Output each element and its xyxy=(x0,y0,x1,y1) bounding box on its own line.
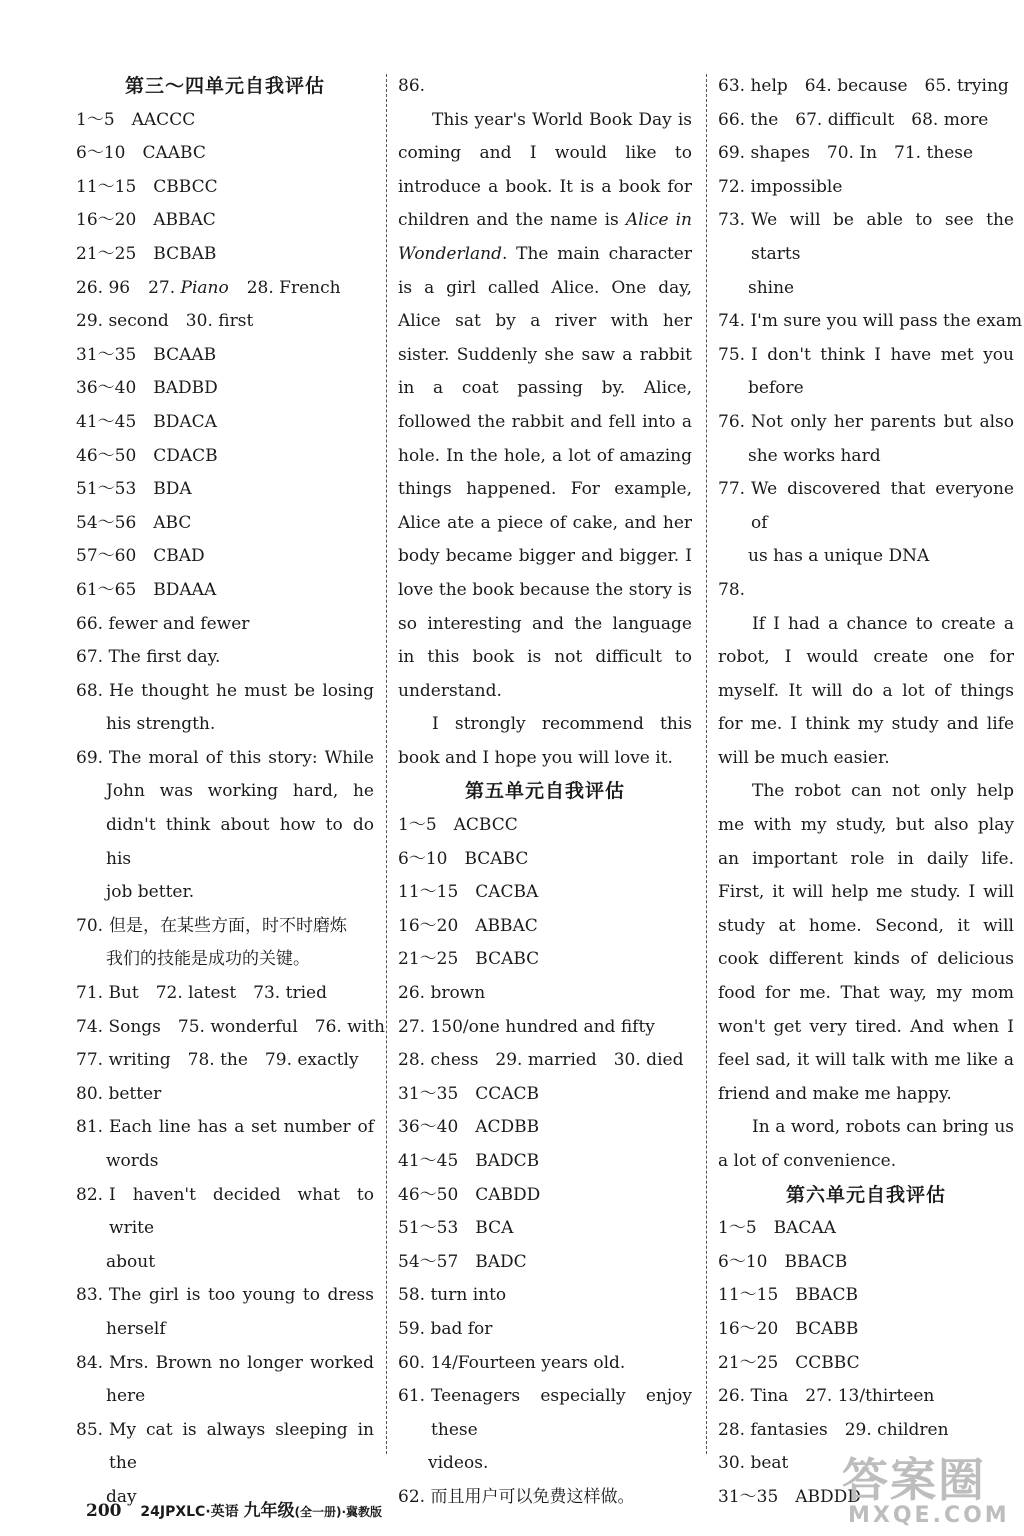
answer-77-cont: us has a unique DNA xyxy=(748,546,930,567)
answer-line: 69. shapes 70. In 71. these xyxy=(718,143,974,164)
answer-line: 80. better xyxy=(76,1083,162,1104)
answer-84: 84. Mrs. Brown no longer worked xyxy=(76,1352,374,1373)
answer-line: 1～5 AACCC xyxy=(76,109,196,130)
grade-label: 九年级 xyxy=(243,1501,295,1521)
answer-line: 31～35 CCACB xyxy=(398,1083,540,1104)
answer-line: 41～45 BDACA xyxy=(76,411,217,432)
answer-line: 31～35 ABDDD xyxy=(718,1486,861,1507)
essay-78-paragraph-2: The robot can not only help me with my study, but also play an important role in daily life. First, it will help me study. I will study at home. Second, it will cook different kinds of delicious food for me. That way, my mom won't get very tired. And when I feel sad, it will talk with me like a friend and make me happy. xyxy=(718,781,1014,1104)
column-divider-left xyxy=(386,74,387,1454)
section-heading-unit-5: 第五单元自我评估 xyxy=(464,780,625,803)
answer-line: 62. 而且用户可以免费这样做。 xyxy=(398,1486,635,1507)
answer-line: 46～50 CDACB xyxy=(76,445,218,466)
answer-line: 16～20 BCABB xyxy=(718,1318,859,1339)
answer-line: 36～40 BADBD xyxy=(76,378,218,399)
answer-26: 26. 96 xyxy=(76,277,131,298)
answer-line: 6～10 CAABC xyxy=(76,143,206,164)
essay-78-paragraph-3: In a word, robots can bring us a lot of convenience. xyxy=(718,1117,1014,1171)
answer-line: 11～15 BBACB xyxy=(718,1285,859,1306)
watermark-cn: 答案圈 xyxy=(842,1453,986,1507)
answer-line: 30. beat xyxy=(718,1453,789,1474)
answer-line: 1～5 BACAA xyxy=(718,1218,836,1239)
book-code: 24JPXLC·英语 xyxy=(140,1504,239,1520)
section-heading-units-3-4: 第三～四单元自我评估 xyxy=(124,75,325,97)
answer-line: 26. Tina 27. 13/thirteen xyxy=(718,1386,935,1407)
answer-69: 69. The moral of this story: While xyxy=(76,747,374,768)
answer-78-label: 78. xyxy=(718,579,746,600)
answer-77: 77. We discovered that everyone of xyxy=(718,479,1014,533)
answer-line: 28. fantasies 29. children xyxy=(718,1419,949,1440)
answer-73-cont: shine xyxy=(748,277,795,298)
answer-68: 68. He thought he must be losing xyxy=(76,680,374,701)
answer-line: 31～35 BCAAB xyxy=(76,344,217,365)
answer-line: 66. the 67. difficult 68. more xyxy=(718,109,989,130)
answer-line: 59. bad for xyxy=(398,1318,493,1339)
answer-line: 63. help 64. because 65. trying xyxy=(718,76,1009,96)
answer-83-cont: herself xyxy=(106,1318,166,1339)
answer-73: 73. We will be able to see the starts xyxy=(718,210,1014,264)
answer-line: 51～53 BCA xyxy=(398,1218,514,1239)
answer-27-num: 27. xyxy=(148,277,176,298)
answer-line: 54～57 BADC xyxy=(398,1251,527,1272)
answer-85-cont: day xyxy=(106,1486,137,1507)
answer-line: 51～53 BDA xyxy=(76,479,192,500)
answer-line: 28. chess 29. married 30. died xyxy=(398,1050,684,1071)
answer-69-cont: John was working hard, he xyxy=(106,781,374,802)
answer-line: 16～20 ABBAC xyxy=(398,915,538,936)
column-2 xyxy=(398,70,692,1515)
answer-line: 6～10 BBACB xyxy=(718,1251,848,1272)
answer-line: 36～40 ACDBB xyxy=(398,1117,540,1138)
answer-75: 75. I don't think I have met you xyxy=(718,344,1014,365)
answer-86-label: 86. xyxy=(398,76,426,96)
answer-line: 41～45 BADCB xyxy=(398,1151,540,1171)
answer-28: 28. French xyxy=(246,277,341,298)
essay-78-paragraph-1: If I had a chance to create a robot, I would create one for myself. It will do a lot of things for me. I think my study and life will be much easier. xyxy=(718,613,1014,768)
answer-line: 67. The first day. xyxy=(76,647,221,668)
answer-76: 76. Not only her parents but also xyxy=(718,411,1014,432)
page-footer xyxy=(86,1496,382,1521)
column-divider-right xyxy=(706,74,707,1454)
answer-85: 85. My cat is always sleeping in the xyxy=(76,1419,374,1474)
answer-27-word: Piano xyxy=(180,277,229,298)
answer-line: 60. 14/Fourteen years old. xyxy=(398,1352,626,1373)
answer-68-cont: his strength. xyxy=(106,714,216,735)
answer-81-cont: words xyxy=(106,1151,159,1171)
edition-note: (全一册)·冀教版 xyxy=(294,1505,383,1519)
answer-61: 61. Teenagers especially enjoy these xyxy=(398,1386,692,1440)
answer-70: 70. 但是，在某些方面，时不时磨炼 xyxy=(76,915,348,936)
answer-69-cont: job better. xyxy=(106,882,195,903)
answer-line: 21～25 BCABC xyxy=(398,949,540,970)
answer-line: 11～15 CACBA xyxy=(398,882,539,903)
answer-line: 57～60 CBAD xyxy=(76,546,205,567)
answer-line: 16～20 ABBAC xyxy=(76,210,216,231)
answer-line: 74. I'm sure you will pass the exam xyxy=(718,311,1023,332)
answer-82-cont: about xyxy=(106,1251,156,1272)
answer-line: 1～5 ACBCC xyxy=(398,815,518,836)
answer-70-cont: 我们的技能是成功的关键。 xyxy=(106,949,310,970)
answer-75-cont: before xyxy=(748,378,804,399)
answer-84-cont: here xyxy=(106,1386,146,1407)
answer-line: 54～56 ABC xyxy=(76,512,192,533)
answer-line: 72. impossible xyxy=(718,176,843,197)
answer-line: 61～65 BDAAA xyxy=(76,579,217,600)
answer-61-cont: videos. xyxy=(428,1453,489,1474)
answer-line: 6～10 BCABC xyxy=(398,848,529,869)
answer-69-cont: didn't think about how to do his xyxy=(106,815,374,869)
answer-line: 71. But 72. latest 73. tried xyxy=(76,983,327,1004)
page-number: 200 xyxy=(86,1501,122,1521)
essay-86-paragraph-1: This year's World Book Day is coming and I would like to introduce a book. It is a book for children and the name is Alice in Wonderland. The main character is a girl called Alice. One day, Alice sat by a river with her sister. Suddenly she saw a rabbit in a coat passing by. Alice, followed the rabbit and fell into a hole. In the hole, a lot of amazing things happened. For example, Alice ate a piece of cake, and her body became bigger and bigger. I love the book because the story is so interesting and the language in this book is not difficult to understand. xyxy=(398,109,692,701)
answer-line: 11～15 CBBCC xyxy=(76,176,218,197)
answer-line: 74. Songs 75. wonderful 76. with xyxy=(76,1016,386,1037)
answer-line: 21～25 BCBAB xyxy=(76,243,217,264)
answer-82: 82. I haven't decided what to write xyxy=(76,1184,374,1239)
answer-line: 46～50 CABDD xyxy=(398,1184,541,1205)
site-watermark xyxy=(842,1453,1010,1528)
book-title: Alice in Wonderland xyxy=(398,210,692,264)
answer-line: 21～25 CCBBC xyxy=(718,1352,860,1373)
column-1 xyxy=(76,70,386,1515)
column-3 xyxy=(718,70,1023,1515)
answer-line: 26. brown xyxy=(398,983,486,1004)
answer-76-cont: she works hard xyxy=(748,445,881,466)
section-heading-unit-6: 第六单元自我评估 xyxy=(785,1183,946,1206)
essay-86-paragraph-2: I strongly recommend this book and I hope you will love it. xyxy=(398,714,692,768)
answer-81: 81. Each line has a set number of xyxy=(76,1117,374,1138)
answer-line: 66. fewer and fewer xyxy=(76,613,250,634)
answer-line: 77. writing 78. the 79. exactly xyxy=(76,1050,359,1071)
watermark-url: MXQE.COM xyxy=(848,1503,1010,1528)
answer-line: 58. turn into xyxy=(398,1285,507,1306)
answer-line-26-28 xyxy=(76,272,374,306)
answer-line: 29. second 30. first xyxy=(76,311,254,332)
answer-line: 27. 150/one hundred and fifty xyxy=(398,1016,655,1037)
answer-83: 83. The girl is too young to dress xyxy=(76,1285,374,1306)
